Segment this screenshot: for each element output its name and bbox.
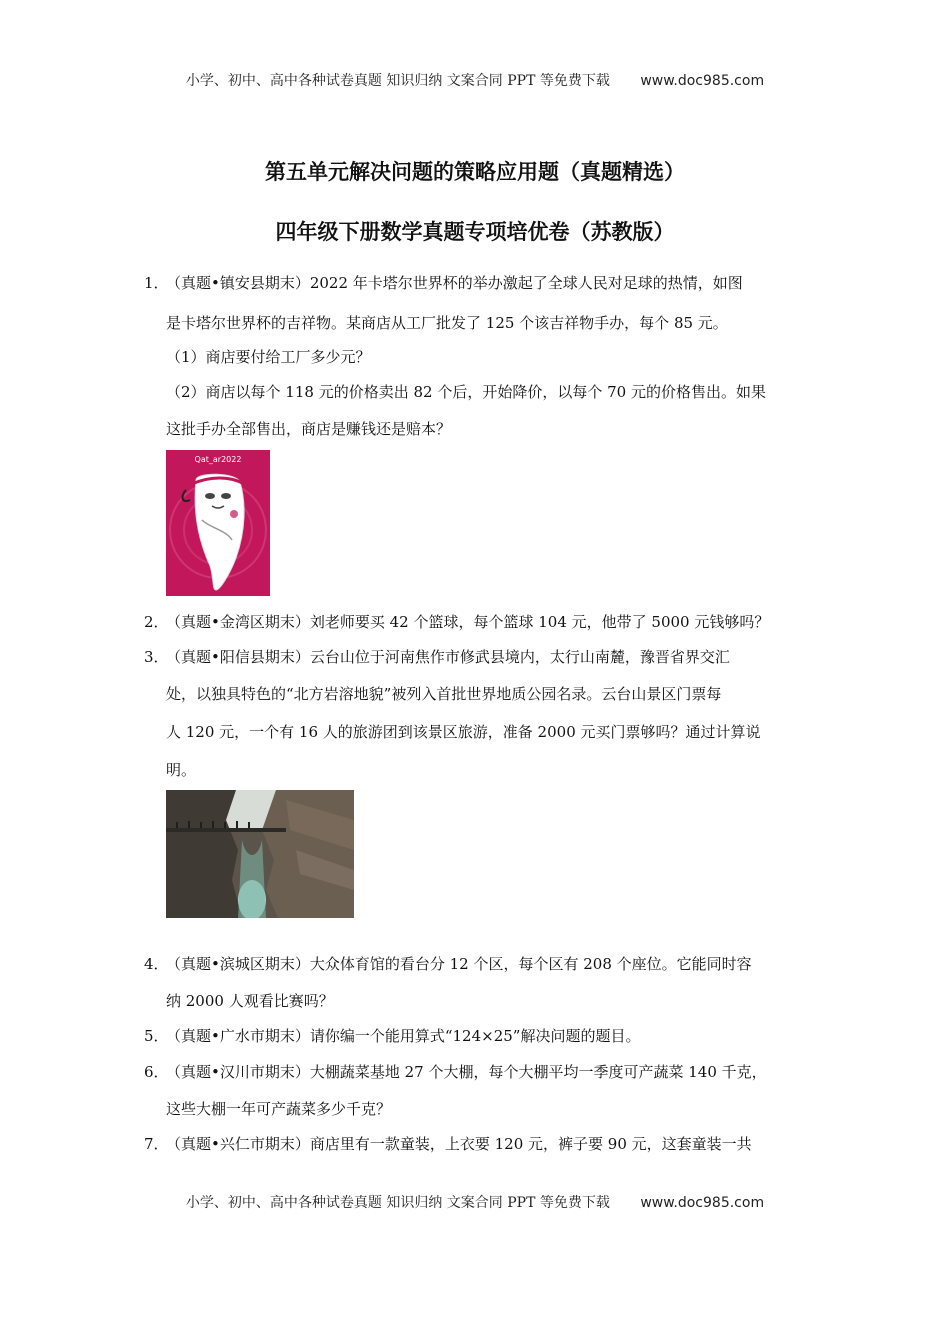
question-1 (144, 272, 743, 293)
question-text: （真题•镇安县期末）2022 年卡塔尔世界杯的举办激起了全球人民对足球的热情，如图 (166, 274, 743, 292)
question-3-line-2: 处，以独具特色的“北方岩溶地貌”被列入首批世界地质公园名录。云台山景区门票每 (166, 685, 722, 703)
question-3-line-4: 明。 (166, 761, 197, 779)
question-text: （真题•阳信县期末）云台山位于河南焦作市修武县境内，太行山南麓，豫晋省界交汇 (166, 648, 730, 666)
document-title: 第五单元解决问题的策略应用题（真题精选） (265, 160, 685, 184)
question-text: （真题•金湾区期末）刘老师要买 42 个篮球，每个篮球 104 元，他带了 5000 元钱够吗？ (166, 613, 770, 631)
question-text: （真题•滨城区期末）大众体育馆的看台分 12 个区，每个区有 208 个座位。它能同时容 (166, 955, 752, 973)
question-6 (144, 1061, 767, 1082)
footer-url[interactable]: www.doc985.com (640, 1195, 765, 1211)
header-url[interactable]: www.doc985.com (640, 73, 765, 89)
question-number: 4． (144, 955, 169, 973)
mascot-image (166, 450, 270, 596)
question-1-part-2: （2）商店以每个 118 元的价格卖出 82 个后，开始降价，以每个 70 元的价格售出。如果 (166, 383, 766, 401)
question-number: 5． (144, 1027, 169, 1045)
question-1-line-5: 这批手办全部售出，商店是赚钱还是赔本？ (166, 420, 452, 438)
question-text: （真题•汉川市期末）大棚蔬菜基地 27 个大棚，每个大棚平均一季度可产蔬菜 140 千克， (166, 1063, 767, 1081)
canyon-image (166, 790, 354, 918)
header-text: 小学、初中、高中各种试卷真题 知识归纳 文案合同 PPT 等免费下载 (185, 73, 610, 89)
question-number: 3． (144, 648, 169, 666)
question-number: 1． (144, 274, 169, 292)
question-3 (144, 646, 730, 667)
question-4-line-2: 纳 2000 人观看比赛吗？ (166, 992, 334, 1010)
question-2 (144, 611, 769, 632)
question-1-part-1: （1）商店要付给工厂多少元？ (166, 348, 371, 366)
question-1-line-2: 是卡塔尔世界杯的吉祥物。某商店从工厂批发了 125 个该吉祥物手办，每个 85 元。 (166, 314, 728, 332)
question-text: （真题•兴仁市期末）商店里有一款童装，上衣要 120 元，裤子要 90 元，这套童装一共 (166, 1135, 752, 1153)
mascot-logo-text: Qat_ar2022 (194, 455, 242, 464)
footer-text: 小学、初中、高中各种试卷真题 知识归纳 文案合同 PPT 等免费下载 (185, 1195, 610, 1211)
question-text: （真题•广水市期末）请你编一个能用算式“124×25”解决问题的题目。 (166, 1027, 641, 1045)
question-number: 7． (144, 1135, 169, 1153)
question-number: 6． (144, 1063, 169, 1081)
question-7 (144, 1133, 752, 1154)
question-3-line-3: 人 120 元，一个有 16 人的旅游团到该景区旅游，准备 2000 元买门票够吗？通过计算说 (166, 723, 761, 741)
question-5 (144, 1025, 640, 1046)
question-6-line-2: 这些大棚一年可产蔬菜多少千克？ (166, 1100, 392, 1118)
page-header (0, 70, 950, 90)
question-number: 2． (144, 613, 169, 631)
document-subtitle: 四年级下册数学真题专项培优卷（苏教版） (275, 220, 675, 244)
page-footer (0, 1192, 950, 1212)
question-4 (144, 953, 752, 974)
